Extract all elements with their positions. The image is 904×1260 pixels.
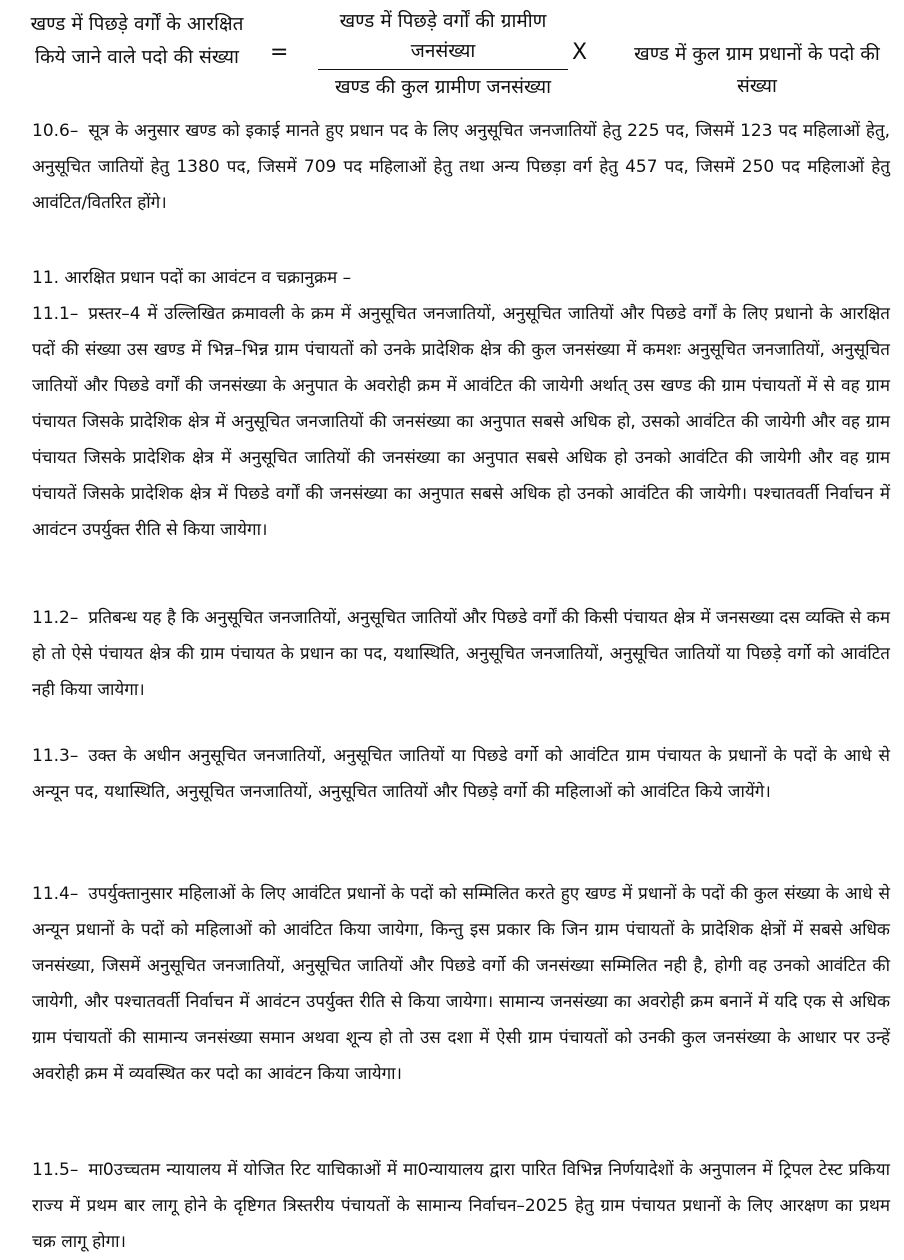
- paragraph-number: 11.5–: [32, 1160, 79, 1180]
- paragraph-10-6: [32, 113, 890, 221]
- paragraph-text: मा0उच्चतम न्यायालय में योजित रिट याचिकाओं में मा0न्यायालय द्वारा पारित विभिन्न निर्णयादेशों के अनुपालन में ट्रिपल टेस्ट प्रकिया राज्य में प्रथम बार लागू होने के दृष्टिगत त्रिस्तरीय पंचायतों के सामान्य निर्वाचन–2025 हेतु ग्राम पंचायत प्रधानों के लिए आरक्षण का प्रथम चक्र लागू होगा।: [32, 1160, 890, 1252]
- paragraph-text: प्रतिबन्ध यह है कि अनुसूचित जनजातियों, अनुसूचित जातियों और पिछडे वर्गों की किसी पंचायत क्षेत्र में जनसख्या दस व्यक्ति से कम हो तो ऐसे पंचायत क्षेत्र की ग्राम पंचायत के प्रधान का पद, यथास्थिति, अनुसूचित जनजातियों, अनुसूचित जातियों या पिछड़े वर्गो को आवंटित नही किया जायेगा।: [32, 608, 890, 700]
- formula-rhs: खण्ड में कुल ग्राम प्रधानों के पदो की संख्या: [634, 43, 880, 97]
- paragraph-11-5: [32, 1152, 890, 1260]
- paragraph-11-1: [32, 296, 890, 548]
- paragraph-number: 11.1–: [32, 304, 79, 324]
- formula-lhs: खण्ड में पिछड़े वर्गों के आरक्षित किये जाने वाले पदो की संख्या: [30, 13, 244, 68]
- paragraph-number: 11.3–: [32, 746, 79, 766]
- section-heading-11: 11. आरक्षित प्रधान पदों का आवंटन व चक्रानुक्रम –: [32, 268, 352, 288]
- formula-equals-sign: =: [270, 40, 289, 65]
- paragraph-text: उपर्युक्तानुसार महिलाओं के लिए आवंटित प्रधानों के पदों को सम्मिलित करते हुए खण्ड में प्रधानों के पदों की कुल संख्या के आधे से अन्यून प्रधानों के पदों को महिलाओं को आवंटित किया जायेगा, किन्तु इस प्रकार कि जिन ग्राम पंचायतों के प्रादेशिक क्षेत्रों में सबसे अधिक जनसंख्या, जिसमें अनुसूचित जनजातियों, अनुसूचित जातियों और पिछडे वर्गो की जनसंख्या सम्मिलित नही है, होगी वह उनको आवंटित की जायेगी, और पश्चातवर्ती निर्वाचन में आवंटन उपर्युक्त रीति से किया जायेगा। सामान्य जनसंख्या का अवरोही क्रम बनानें में यदि एक से अधिक ग्राम पंचायतों की सामान्य जनसंख्या समान अथवा शून्य हो तो उस दशा में ऐसी ग्राम पंचायतों को उनकी कुल जनसंख्या के आधार पर उन्हें अवरोही क्रम में व्यवस्थित कर पदो का आवंटन किया जायेगा।: [32, 884, 890, 1084]
- formula-multiply-sign: X: [572, 40, 588, 65]
- paragraph-number: 11.2–: [32, 608, 79, 628]
- paragraph-11-2: [32, 600, 890, 708]
- formula-numerator: खण्ड में पिछड़े वर्गों की ग्रामीण जनसंख्या: [318, 6, 568, 70]
- paragraph-text: उक्त के अधीन अनुसूचित जनजातियों, अनुसूचित जातियों या पिछडे वर्गो को आवंटित ग्राम पंचायत के प्रधानों के पदों के आधे से अन्यून पद, यथास्थिति, अनुसूचित जनजातियों, अनुसूचित जातियों और पिछड़े वर्गो की महिलाओं को आवंटित किये जायेंगे।: [32, 746, 890, 802]
- formula-denominator: खण्ड की कुल ग्रामीण जनसंख्या: [334, 76, 552, 98]
- reservation-formula: [0, 0, 904, 108]
- paragraph-11-4: [32, 876, 890, 1092]
- paragraph-text: सूत्र के अनुसार खण्ड को इकाई मानते हुए प्रधान पद के लिए अनुसूचित जनजातियों हेतु 225 पद, जिसमें 123 पद महिलाओं हेतु, अनुसूचित जातियों हेतु 1380 पद, जिसमें 709 पद महिलाओं हेतु तथा अन्य पिछड़ा वर्ग हेतु 457 पद, जिसमें 250 पद महिलाओं हेतु आवंटित/वितरित होंगे।: [32, 121, 890, 213]
- paragraph-11-3: [32, 738, 890, 810]
- paragraph-text: प्रस्तर–4 में उल्लिखित क्रमावली के क्रम में अनुसूचित जनजातियों, अनुसूचित जातियों और पिछडे वर्गों के लिए प्रधानो के आरक्षित पदों की संख्या उस खण्ड में भिन्न–भिन्न ग्राम पंचायतों को उनके प्रादेशिक क्षेत्र की कुल जनसंख्या में कमशः अनुसूचित जनजातियों, अनुसूचित जातियों और पिछडे वर्गों की जनसंख्या के अनुपात के अवरोही क्रम में आवंटित की जायेगी अर्थात् उस खण्ड की ग्राम पंचायतों में से वह ग्राम पंचायत जिसके प्रादेशिक क्षेत्र में अनुसूचित जनजातियों की जनसंख्या का अनुपात सबसे अधिक हो, उसको आवंटित की जायेगी और वह ग्राम पंचायत जिसके प्रादेशिक क्षेत्र में अनुसूचित जातियों की जनसंख्या का अनुपात सबसे अधिक हो उनको आवंटित की जायेगी और वह ग्राम पंचायतें जिसके प्रादेशिक क्षेत्र में पिछडे वर्गों की जनसंख्या का अनुपात सबसे अधिक हो उनको आवंटित की जायेगी। पश्चातवर्ती निर्वाचन में आवंटन उपर्युक्त रीति से किया जायेगा।: [32, 304, 890, 540]
- paragraph-number: 10.6–: [32, 121, 79, 141]
- formula-fraction: [318, 6, 568, 104]
- paragraph-number: 11.4–: [32, 884, 79, 904]
